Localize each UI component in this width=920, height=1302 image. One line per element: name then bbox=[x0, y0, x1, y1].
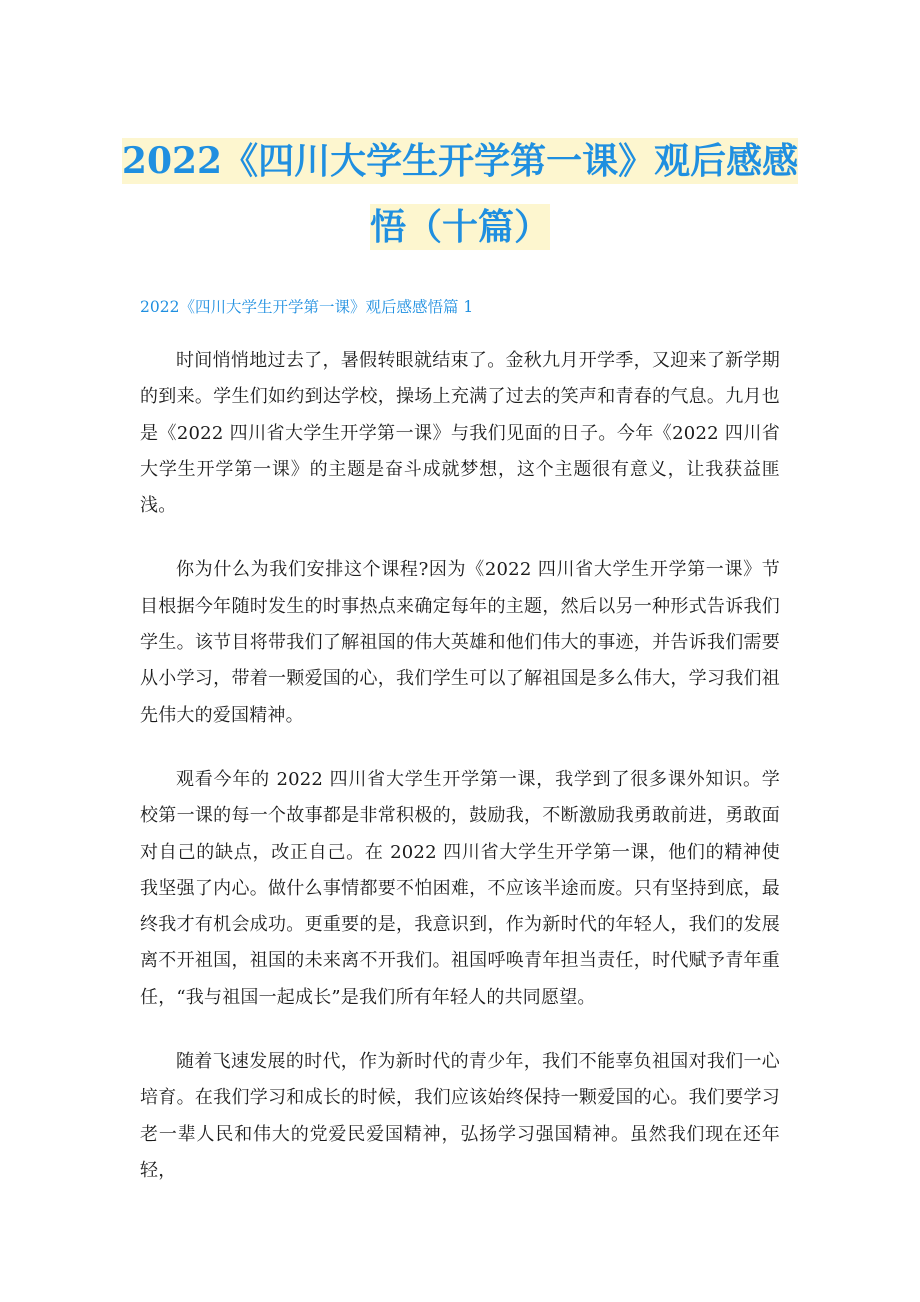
title-line-1: 2022《四川大学生开学第一课》观后感感 bbox=[121, 140, 799, 182]
article-body bbox=[140, 343, 780, 1217]
page-title bbox=[100, 128, 820, 260]
paragraph-2: 你为什么为我们安排这个课程?因为《2022 四川省大学生开学第一课》节目根据今年随时发生的时事热点来确定每年的主题，然后以另一种形式告诉我们学生。该节目将带我们了解祖国的伟大英雄和他们伟大的事迹，并告诉我们需要从小学习，带着一颗爱国的心，我们学生可以了解祖国是多么伟大，学习我们祖先伟大的爱国精神。 bbox=[140, 559, 780, 726]
paragraph-4: 随着飞速发展的时代，作为新时代的青少年，我们不能辜负祖国对我们一心培育。在我们学习和成长的时候，我们应该始终保持一颗爱国的心。我们要学习老一辈人民和伟大的党爱民爱国精神，弘扬学习强国精神。虽然我们现在还年轻， bbox=[140, 1051, 780, 1181]
paragraph-1: 时间悄悄地过去了，暑假转眼就结束了。金秋九月开学季，又迎来了新学期的到来。学生们如约到达学校，操场上充满了过去的笑声和青春的气息。九月也是《2022 四川省大学生开学第一课》与我们见面的日子。今年《2022 四川省大学生开学第一课》的主题是奋斗成就梦想，这个主题很有意义，让我获益匪浅。 bbox=[140, 350, 780, 517]
title-line-2: 悟（十篇） bbox=[369, 206, 550, 248]
section-heading: 2022《四川大学生开学第一课》观后感感悟篇 1 bbox=[140, 298, 474, 316]
paragraph-3: 观看今年的 2022 四川省大学生开学第一课，我学到了很多课外知识。学校第一课的每一个故事都是非常积极的，鼓励我，不断激励我勇敢前进，勇敢面对自己的缺点，改正自己。在 2022 四川省大学生开学第一课，他们的精神使我坚强了内心。做什么事情都要不怕困难，不应该半途而废。只有坚持到底，最终我才有机会成功。更重要的是，我意识到，作为新时代的年轻人，我们的发展离不开祖国，祖国的未来离不开我们。祖国呼唤青年担当责任，时代赋予青年重任，“我与祖国一起成长”是我们所有年轻人的共同愿望。 bbox=[140, 768, 780, 1008]
